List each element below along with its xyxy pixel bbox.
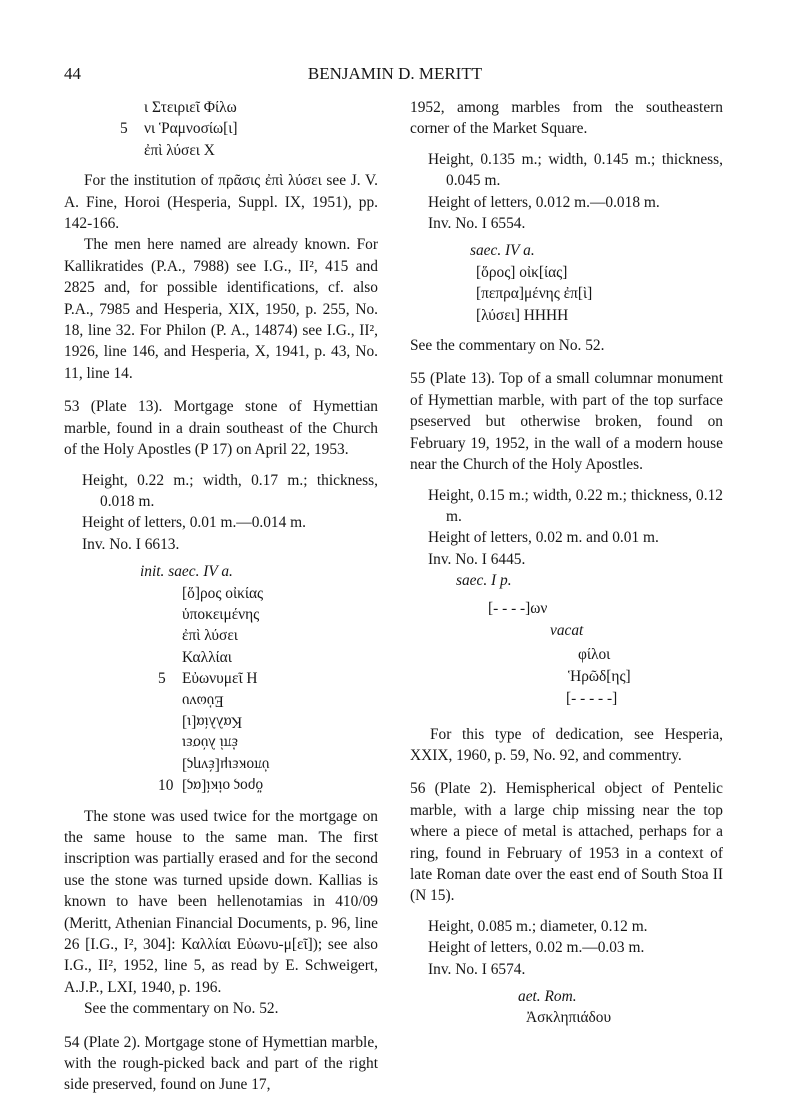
inscription-text: ἐπὶ λύσει bbox=[182, 627, 238, 645]
inscription-text: ὅρος οἰκί[ας] bbox=[182, 777, 264, 795]
entry-53-letter-height: Height of letters, 0.01 m.—0.014 m. bbox=[82, 514, 306, 532]
paragraph-prasis: For the institution of πρᾶσις ἐπὶ λύσει see J. V. A. Fine, Horoi (Hesperia, Suppl. IX, 1951), pp. 142-166. bbox=[64, 172, 378, 233]
entry-54-continued: 1952, among marbles from the southeastern corner of the Market Square. bbox=[410, 99, 723, 138]
inscription-line bbox=[154, 583, 378, 604]
entry-54-date: saec. IV a. bbox=[470, 242, 535, 260]
line-number: 10 bbox=[158, 777, 174, 795]
inscription-54-line: [πεπρα]μένης ἐπ[ὶ] bbox=[476, 285, 593, 303]
line-number: 5 bbox=[120, 120, 128, 138]
entry-54-measurements bbox=[410, 149, 723, 235]
inscription-text: ὑποκειμ[ένης] bbox=[182, 756, 270, 774]
inscription-56: Ἀσκληπιάδου bbox=[526, 1009, 612, 1027]
inscription-55-line: φίλοι bbox=[578, 645, 611, 663]
inscription-55-line: Ἡρῶδ[ης] bbox=[568, 667, 631, 685]
entry-53-height: Height, 0.22 m.; width, 0.17 m.; thickness, 0.018 m. bbox=[82, 471, 378, 510]
running-title: BENJAMIN D. MERITT bbox=[307, 64, 483, 83]
entry-56-measurements bbox=[410, 916, 723, 980]
entry-55-measurements bbox=[410, 485, 723, 571]
inscription-line bbox=[64, 140, 378, 161]
inscription-line bbox=[154, 754, 378, 775]
inscription-52-tail bbox=[64, 97, 378, 161]
inscription-text: ι Στειριεῖ Φίλω bbox=[144, 99, 237, 116]
entry-56-letter-height: Height of letters, 0.02 m.—0.03 m. bbox=[428, 939, 645, 957]
inscription-text: Καλλία[ι] bbox=[182, 713, 243, 731]
page-number: 44 bbox=[64, 64, 81, 83]
inscription-line bbox=[154, 690, 378, 711]
inscription-text: Εὐωνυμεῖ Η bbox=[182, 670, 258, 688]
paragraph-53-see: See the commentary on No. 52. bbox=[84, 1000, 279, 1018]
entry-56-date: aet. Rom. bbox=[518, 988, 577, 1005]
entry-55-date: saec. I p. bbox=[456, 572, 512, 590]
inscription-line bbox=[154, 668, 378, 689]
paragraph-55-commentary: For this type of dedication, see Hesperia, XXIX, 1960, p. 59, No. 92, and commentry. bbox=[410, 725, 723, 764]
entry-56-inventory: Inv. No. I 6574. bbox=[428, 960, 526, 978]
inscription-line bbox=[154, 625, 378, 646]
inscription-54-line: [ὅρος] οἰκ[ίας] bbox=[476, 263, 568, 281]
inscription-line bbox=[64, 118, 378, 139]
inscription-54-line: [λύσει] ΗΗΗΗ bbox=[476, 306, 569, 324]
inscription-line bbox=[154, 647, 378, 668]
paragraph-53-commentary: The stone was used twice for the mortgage on the same house to the same man. The first inscription was partially erased and for the second use the stone was turned upside down. Kallias is known to have been hellenotamias in 410/09 (Meritt, Athenian Financial Documents, p. 96, line 26 [I.G., I², 304]: Καλλίαι Εὐωνυ-μ[εῖ]); see also I.G., II², 1952, line 5, as read by E. Schweigert, A.J.P., LXI, 1940, p. 196. bbox=[64, 807, 378, 996]
inscription-54 bbox=[410, 262, 723, 326]
entry-56-height: Height, 0.085 m.; diameter, 0.12 m. bbox=[428, 917, 648, 935]
line-number: 5 bbox=[158, 670, 166, 688]
inscription-line bbox=[154, 604, 378, 625]
right-column bbox=[410, 97, 723, 1029]
entry-54-height: Height, 0.135 m.; width, 0.145 m.; thickness, 0.045 m. bbox=[428, 150, 723, 190]
entry-53-date: init. saec. IV a. bbox=[140, 563, 233, 581]
inscription-text: ἐπὶ λύσει X bbox=[144, 141, 215, 159]
entry-53-inventory: Inv. No. I 6613. bbox=[82, 535, 180, 553]
inscription-55-vacat: vacat bbox=[550, 621, 584, 639]
inscription-text: [ὅ]ρος οἰκίας bbox=[182, 584, 264, 602]
inscription-line bbox=[154, 775, 378, 796]
entry-55-letter-height: Height of letters, 0.02 m. and 0.01 m. bbox=[428, 529, 659, 547]
entry-53-heading: 53 (Plate 13). Mortgage stone of Hymettian marble, found in a drain southeast of the Church of the Holy Apostles (P 17) on April 22, 1953. bbox=[64, 398, 378, 459]
entry-56-heading: 56 (Plate 2). Hemispherical object of Pentelic marble, with a large chip missing near the top where a piece of metal is attached, perhaps for a ring, found in February of 1953 in a context of late Roman date over the east end of South Stoa II (N 15). bbox=[410, 780, 723, 905]
inscription-line bbox=[154, 732, 378, 753]
inscription-text: Εὐωνυ bbox=[182, 691, 224, 709]
entry-53-measurements bbox=[64, 470, 378, 556]
inscription-line bbox=[64, 97, 378, 118]
inscription-text: ἐπὶ λύσει bbox=[182, 734, 238, 752]
inscription-text: ὑποκειμένης bbox=[182, 605, 260, 623]
entry-55-inventory: Inv. No. I 6445. bbox=[428, 550, 526, 568]
inscription-55-line: [- - - - -] bbox=[566, 689, 618, 707]
entry-55-height: Height, 0.15 m.; width, 0.22 m.; thickness, 0.12 m. bbox=[428, 486, 723, 525]
inscription-55 bbox=[410, 592, 723, 707]
inscription-line bbox=[154, 711, 378, 732]
paragraph-54-see: See the commentary on No. 52. bbox=[410, 337, 605, 355]
entry-54-inventory: Inv. No. I 6554. bbox=[428, 215, 526, 233]
paragraph-men-known: The men here named are already known. For Kallikratides (P.A., 7988) see I.G., II², 415 and 2825 and, for possible identifications, cf. also P.A., 7985 and Hesperia, XIX, 1950, p. 255, No. 18, line 32. For Philon (P. A., 14874) see I.G., II², 1926, line 146, and Hesperia, X, 1941, p. 43, No. 11, line 14. bbox=[64, 236, 378, 382]
inscription-53 bbox=[64, 583, 378, 797]
entry-54-letter-height: Height of letters, 0.012 m.—0.018 m. bbox=[428, 193, 660, 211]
left-column bbox=[64, 97, 378, 1096]
inscription-text: Καλλίαι bbox=[182, 648, 232, 666]
entry-55-heading: 55 (Plate 13). Top of a small columnar monument of Hymettian marble, with part of the top surface pseserved but otherwise broken, found on February 19, 1952, in the wall of a modern house near the Church of the Holy Apostles. bbox=[410, 370, 723, 474]
entry-54-heading: 54 (Plate 2). Mortgage stone of Hymettian marble, with the rough-picked back and part of the right side preserved, found on June 17, bbox=[64, 1033, 378, 1094]
inscription-text: νι Ῥαμνοσίω[ι] bbox=[144, 120, 238, 138]
inscription-55-line: [- - - -]ων bbox=[488, 599, 548, 617]
